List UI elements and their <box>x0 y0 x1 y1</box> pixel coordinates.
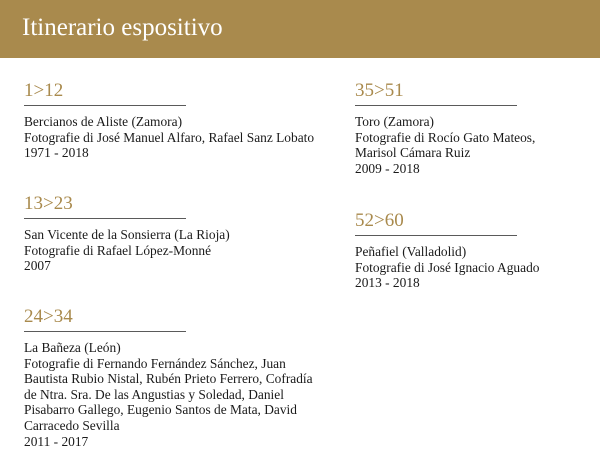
itinerary-section-35-51 <box>355 80 585 176</box>
header-bar <box>0 0 600 58</box>
section-details <box>24 114 324 161</box>
itinerary-section-1-12 <box>24 80 324 161</box>
section-range: 1>12 <box>24 80 64 101</box>
section-credit: Fotografie di José Ignacio Aguado <box>355 259 540 275</box>
section-divider <box>355 105 517 106</box>
section-divider <box>24 218 186 219</box>
section-years: 2007 <box>24 258 51 274</box>
section-location: Toro (Zamora) <box>355 114 434 129</box>
itinerary-section-24-34 <box>24 306 324 449</box>
section-details <box>24 340 324 449</box>
section-details <box>355 244 585 291</box>
section-location: Peñafiel (Valladolid) <box>355 244 467 259</box>
section-years: 1971 - 2018 <box>24 145 89 161</box>
section-details <box>24 227 324 274</box>
section-range: 13>23 <box>24 193 73 214</box>
section-years: 2009 - 2018 <box>355 160 420 176</box>
section-details <box>355 114 585 176</box>
section-credit: Fotografie di Fernando Fernández Sánchez, Juan Bautista Rubio Nistal, Rubén Prieto Ferrero, Cofradía de Ntra. Sra. De las Angustias y Soledad, Daniel Pisabarro Gallego, Eugenio Santos de Mata, David Carracedo Sevilla <box>24 355 313 433</box>
section-credit: Fotografie di Rocío Gato Mateos, Marisol Cámara Ruiz <box>355 129 536 161</box>
section-range: 52>60 <box>355 210 404 231</box>
section-divider <box>355 235 517 236</box>
page-title: Itinerario espositivo <box>22 14 223 41</box>
section-divider <box>24 105 186 106</box>
section-divider <box>24 331 186 332</box>
section-location: San Vicente de la Sonsierra (La Rioja) <box>24 227 230 242</box>
section-range: 24>34 <box>24 306 73 327</box>
section-years: 2011 - 2017 <box>24 433 89 449</box>
section-location: La Bañeza (León) <box>24 340 121 355</box>
section-years: 2013 - 2018 <box>355 275 420 291</box>
section-credit: Fotografie di Rafael López-Monné <box>24 242 212 258</box>
itinerary-section-52-60 <box>355 210 585 291</box>
section-range: 35>51 <box>355 80 404 101</box>
section-credit: Fotografie di José Manuel Alfaro, Rafael Sanz Lobato <box>24 129 315 145</box>
section-location: Bercianos de Aliste (Zamora) <box>24 114 183 129</box>
itinerary-section-13-23 <box>24 193 324 274</box>
